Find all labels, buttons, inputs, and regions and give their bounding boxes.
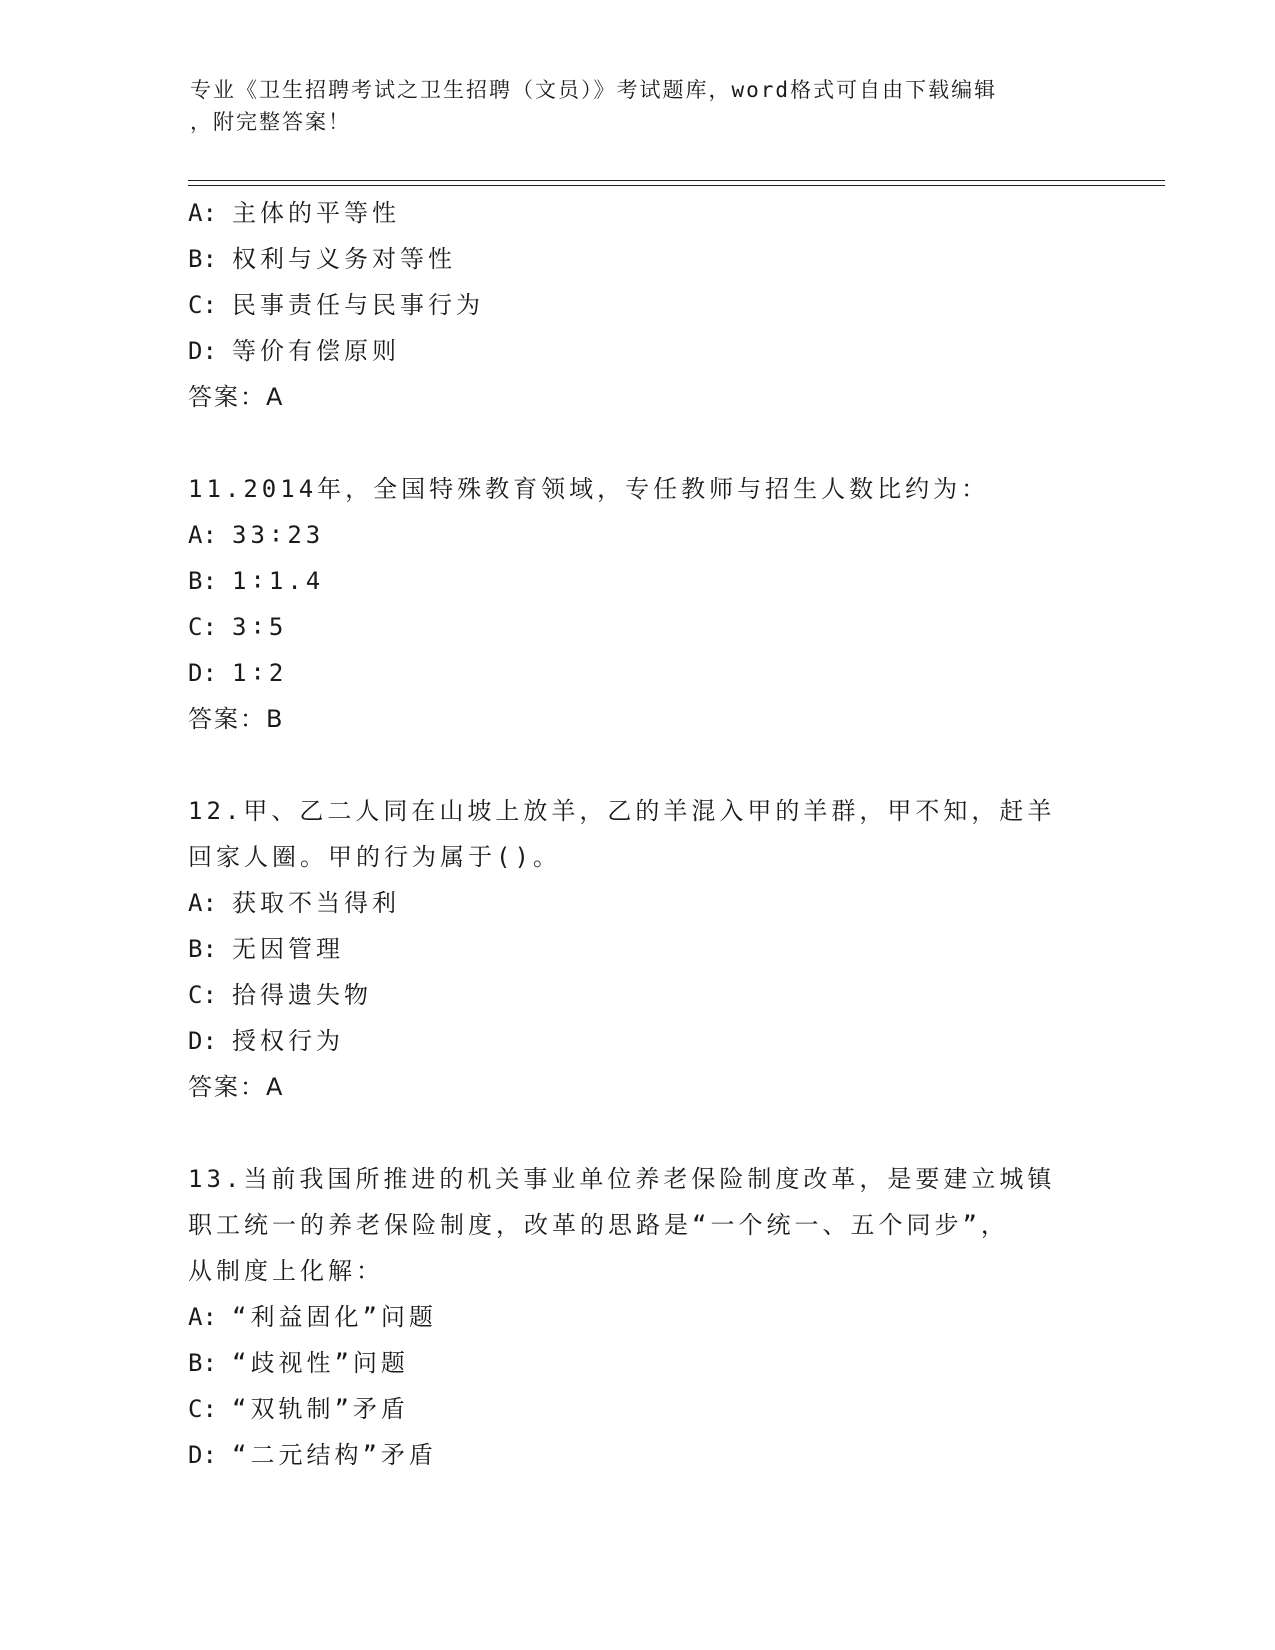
- option-label: D:: [188, 659, 217, 687]
- option-text: 主体的平等性: [232, 199, 400, 227]
- document-header: [190, 74, 1090, 138]
- option-label: A:: [188, 889, 217, 917]
- option-label: D:: [188, 337, 217, 365]
- option-text: 等价有偿原则: [232, 337, 400, 365]
- option-label: A:: [188, 1303, 217, 1331]
- option-label: A:: [188, 521, 217, 549]
- option-a: [188, 880, 1088, 926]
- answer-line: 答案：B: [188, 705, 285, 733]
- option-text: 3∶5: [232, 613, 288, 641]
- option-text: 1∶2: [232, 659, 288, 687]
- option-c: [188, 604, 1088, 650]
- header-divider-top: [188, 180, 1165, 181]
- option-a: [188, 512, 1088, 558]
- answer-line: 答案：A: [188, 383, 285, 411]
- question-block: [188, 1156, 1088, 1478]
- answer-line: 答案：A: [188, 1073, 285, 1101]
- option-text: 拾得遗失物: [232, 981, 372, 1009]
- option-text: “利益固化”问题: [232, 1303, 437, 1331]
- option-text: “二元结构”矛盾: [232, 1441, 437, 1469]
- option-text: “歧视性”问题: [232, 1349, 409, 1377]
- option-d: [188, 1432, 1088, 1478]
- option-c: [188, 282, 1088, 328]
- option-label: A:: [188, 199, 217, 227]
- option-label: B:: [188, 567, 217, 595]
- option-label: B:: [188, 245, 217, 273]
- option-label: D:: [188, 1441, 217, 1469]
- option-b: [188, 236, 1088, 282]
- question-text: 回家人圈。甲的行为属于()。: [188, 843, 561, 871]
- option-text: 权利与义务对等性: [232, 245, 456, 273]
- option-label: B:: [188, 935, 217, 963]
- option-c: [188, 1386, 1088, 1432]
- option-text: 获取不当得利: [232, 889, 400, 917]
- option-text: “双轨制”矛盾: [232, 1395, 409, 1423]
- header-line-1: 专业《卫生招聘考试之卫生招聘（文员）》考试题库，word格式可自由下载编辑: [190, 78, 998, 102]
- option-label: B:: [188, 1349, 217, 1377]
- option-b: [188, 926, 1088, 972]
- option-text: 33∶23: [232, 521, 325, 549]
- option-c: [188, 972, 1088, 1018]
- option-a: [188, 190, 1088, 236]
- question-block: [188, 466, 1088, 742]
- question-text: 从制度上化解：: [188, 1257, 384, 1285]
- option-label: D:: [188, 1027, 217, 1055]
- question-text: 12.甲、乙二人同在山坡上放羊，乙的羊混入甲的羊群，甲不知，赶羊: [188, 797, 1056, 825]
- question-block: [188, 788, 1088, 1110]
- option-b: [188, 558, 1088, 604]
- question-text: 职工统一的养老保险制度，改革的思路是“一个统一、五个同步”，: [188, 1211, 1009, 1239]
- option-d: [188, 1018, 1088, 1064]
- option-d: [188, 650, 1088, 696]
- question-text: 11.2014年，全国特殊教育领域，专任教师与招生人数比约为：: [188, 475, 990, 503]
- header-line-2: ，附完整答案！: [190, 110, 351, 134]
- option-label: C:: [188, 1395, 217, 1423]
- question-text: 13.当前我国所推进的机关事业单位养老保险制度改革，是要建立城镇: [188, 1165, 1056, 1193]
- option-label: C:: [188, 613, 217, 641]
- option-label: C:: [188, 291, 217, 319]
- option-b: [188, 1340, 1088, 1386]
- option-text: 无因管理: [232, 935, 344, 963]
- option-label: C:: [188, 981, 217, 1009]
- option-text: 授权行为: [232, 1027, 344, 1055]
- option-text: 民事责任与民事行为: [232, 291, 484, 319]
- option-text: 1∶1.4: [232, 567, 325, 595]
- option-a: [188, 1294, 1088, 1340]
- question-block: [188, 190, 1088, 420]
- question-list: [188, 190, 1088, 1478]
- header-divider-bottom: [188, 185, 1165, 186]
- option-d: [188, 328, 1088, 374]
